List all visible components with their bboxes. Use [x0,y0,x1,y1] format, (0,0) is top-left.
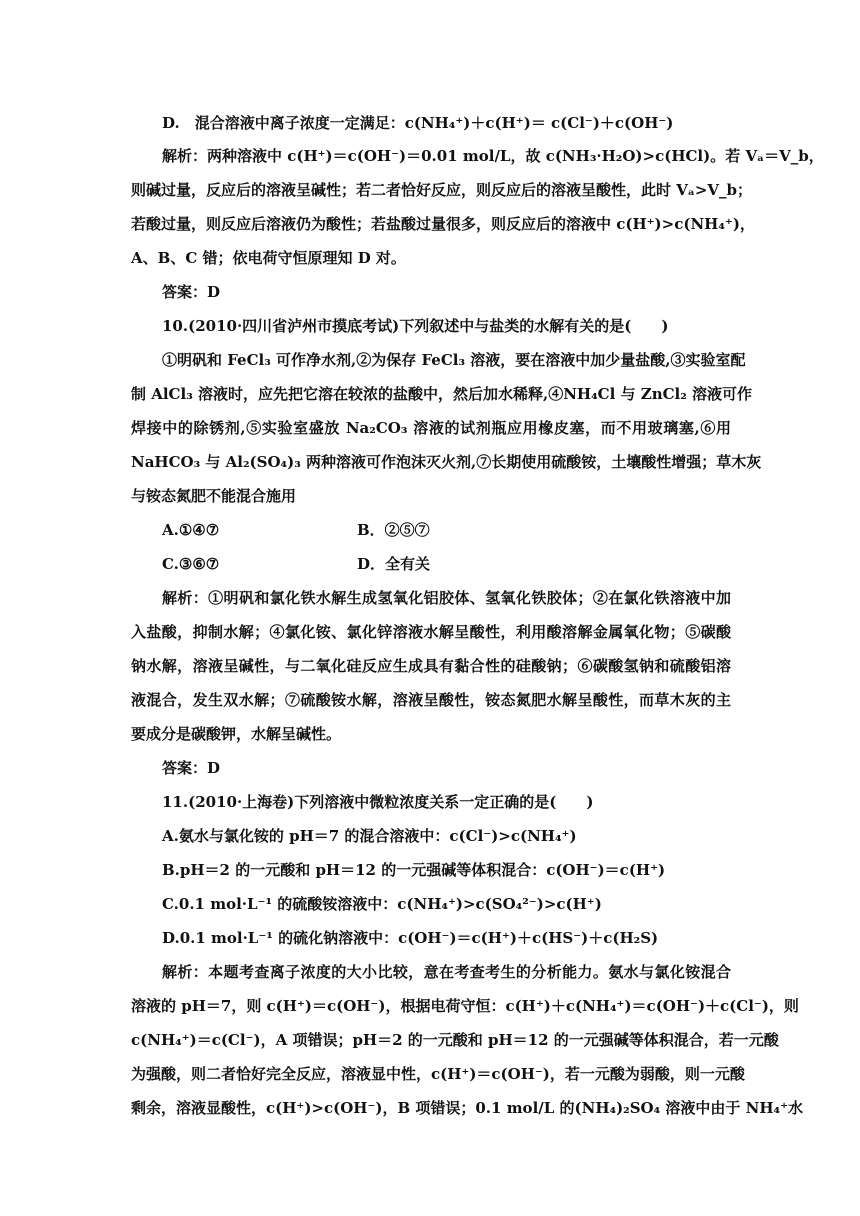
text-line: ①明矾和 FeCl₃ 可作净水剂,②为保存 FeCl₃ 溶液，要在溶液中加少量盐酸,③实验室配 [162,351,746,369]
text-line: 制 AlCl₃ 溶液时，应先把它溶在较浓的盐酸中，然后加水稀释,④NH₄Cl 与 ZnCl₂ 溶液可作 [131,385,753,403]
text-line: 解析：本题考查离子浓度的大小比较，意在考查考生的分析能力。氨水与氯化铵混合 [162,963,731,981]
text-line: A、B、C 错；依电荷守恒原理知 D 对。 [131,249,406,267]
text-line: D. 混合溶液中离子浓度一定满足：c(NH₄⁺)＋c(H⁺)＝ c(Cl⁻)＋c(OH⁻) [162,114,674,132]
text-line: 溶液的 pH＝7，则 c(H⁺)＝c(OH⁻)，根据电荷守恒：c(H⁺)＋c(NH₄⁺)＝c(OH⁻)＋c(Cl⁻)，则 [131,997,799,1015]
question-title: 11.(2010·上海卷)下列溶液中微粒浓度关系一定正确的是( ) [162,793,594,811]
text-line: 解析：两种溶液中 c(H⁺)＝c(OH⁻)＝0.01 mol/L，故 c(NH₃·H₂O)>c(HCl)。若 Vₐ＝V_b， [162,147,824,165]
text-line: 入盐酸，抑制水解；④氯化铵、氯化锌溶液水解呈酸性，利用酸溶解金属氧化物；⑤碳酸 [131,623,731,641]
option-d: D．全有关 [357,555,431,573]
option-c: C.0.1 mol·L⁻¹ 的硫酸铵溶液中：c(NH₄⁺)>c(SO₄²⁻)>c(H⁺) [162,895,602,913]
answer-line: 答案：D [162,759,221,777]
text-line: 为强酸，则二者恰好完全反应，溶液显中性，c(H⁺)＝c(OH⁻)，若一元酸为弱酸，则一元酸 [131,1065,745,1083]
text-line: 要成分是碳酸钾，水解呈碱性。 [131,725,342,743]
text-line: 若酸过量，则反应后溶液仍为酸性；若盐酸过量很多，则反应后的溶液中 c(H⁺)>c(NH₄⁺)， [131,215,755,233]
question-title: 10.(2010·四川省泸州市摸底考试)下列叙述中与盐类的水解有关的是( ) [162,317,669,335]
text-line: 钠水解，溶液呈碱性，与二氧化硅反应生成具有黏合性的硅酸钠；⑥碳酸氢钠和硫酸铝溶 [131,657,731,675]
option-b: B.pH＝2 的一元酸和 pH＝12 的一元强碱等体积混合：c(OH⁻)＝c(H⁺) [162,861,666,879]
answer-line: 答案：D [162,283,221,301]
option-d: D.0.1 mol·L⁻¹ 的硫化钠溶液中：c(OH⁻)＝c(H⁺)＋c(HS⁻)＋c(H₂S) [162,929,659,947]
option-a: A.氨水与氯化铵的 pH＝7 的混合溶液中：c(Cl⁻)>c(NH₄⁺) [162,827,577,845]
text-line: 解析：①明矾和氯化铁水解生成氢氧化铝胶体、氢氧化铁胶体；②在氯化铁溶液中加 [162,589,731,607]
text-line: c(NH₄⁺)＝c(Cl⁻)，A 项错误；pH＝2 的一元酸和 pH＝12 的一元强碱等体积混合，若一元酸 [131,1031,779,1049]
text-line: 焊接中的除锈剂,⑤实验室盛放 Na₂CO₃ 溶液的试剂瓶应用橡皮塞，而不用玻璃塞,⑥用 [131,419,731,437]
text-line: 剩余，溶液显酸性，c(H⁺)>c(OH⁻)，B 项错误；0.1 mol/L 的(NH₄)₂SO₄ 溶液中由于 NH₄⁺水 [131,1099,804,1117]
option-a: A.①④⑦ [162,521,220,539]
text-line: NaHCO₃ 与 Al₂(SO₄)₃ 两种溶液可作泡沫灭火剂,⑦长期使用硫酸铵，土壤酸性增强；草木灰 [131,453,762,471]
text-line: 液混合，发生双水解；⑦硫酸铵水解，溶液呈酸性，铵态氮肥水解呈酸性，而草木灰的主 [131,691,731,709]
option-c: C.③⑥⑦ [162,555,220,573]
option-b: B．②⑤⑦ [357,521,430,539]
text-line: 则碱过量，反应后的溶液呈碱性；若二者恰好反应，则反应后的溶液呈酸性，此时 Vₐ>V_b； [131,181,753,199]
text-line: 与铵态氮肥不能混合施用 [131,487,297,505]
